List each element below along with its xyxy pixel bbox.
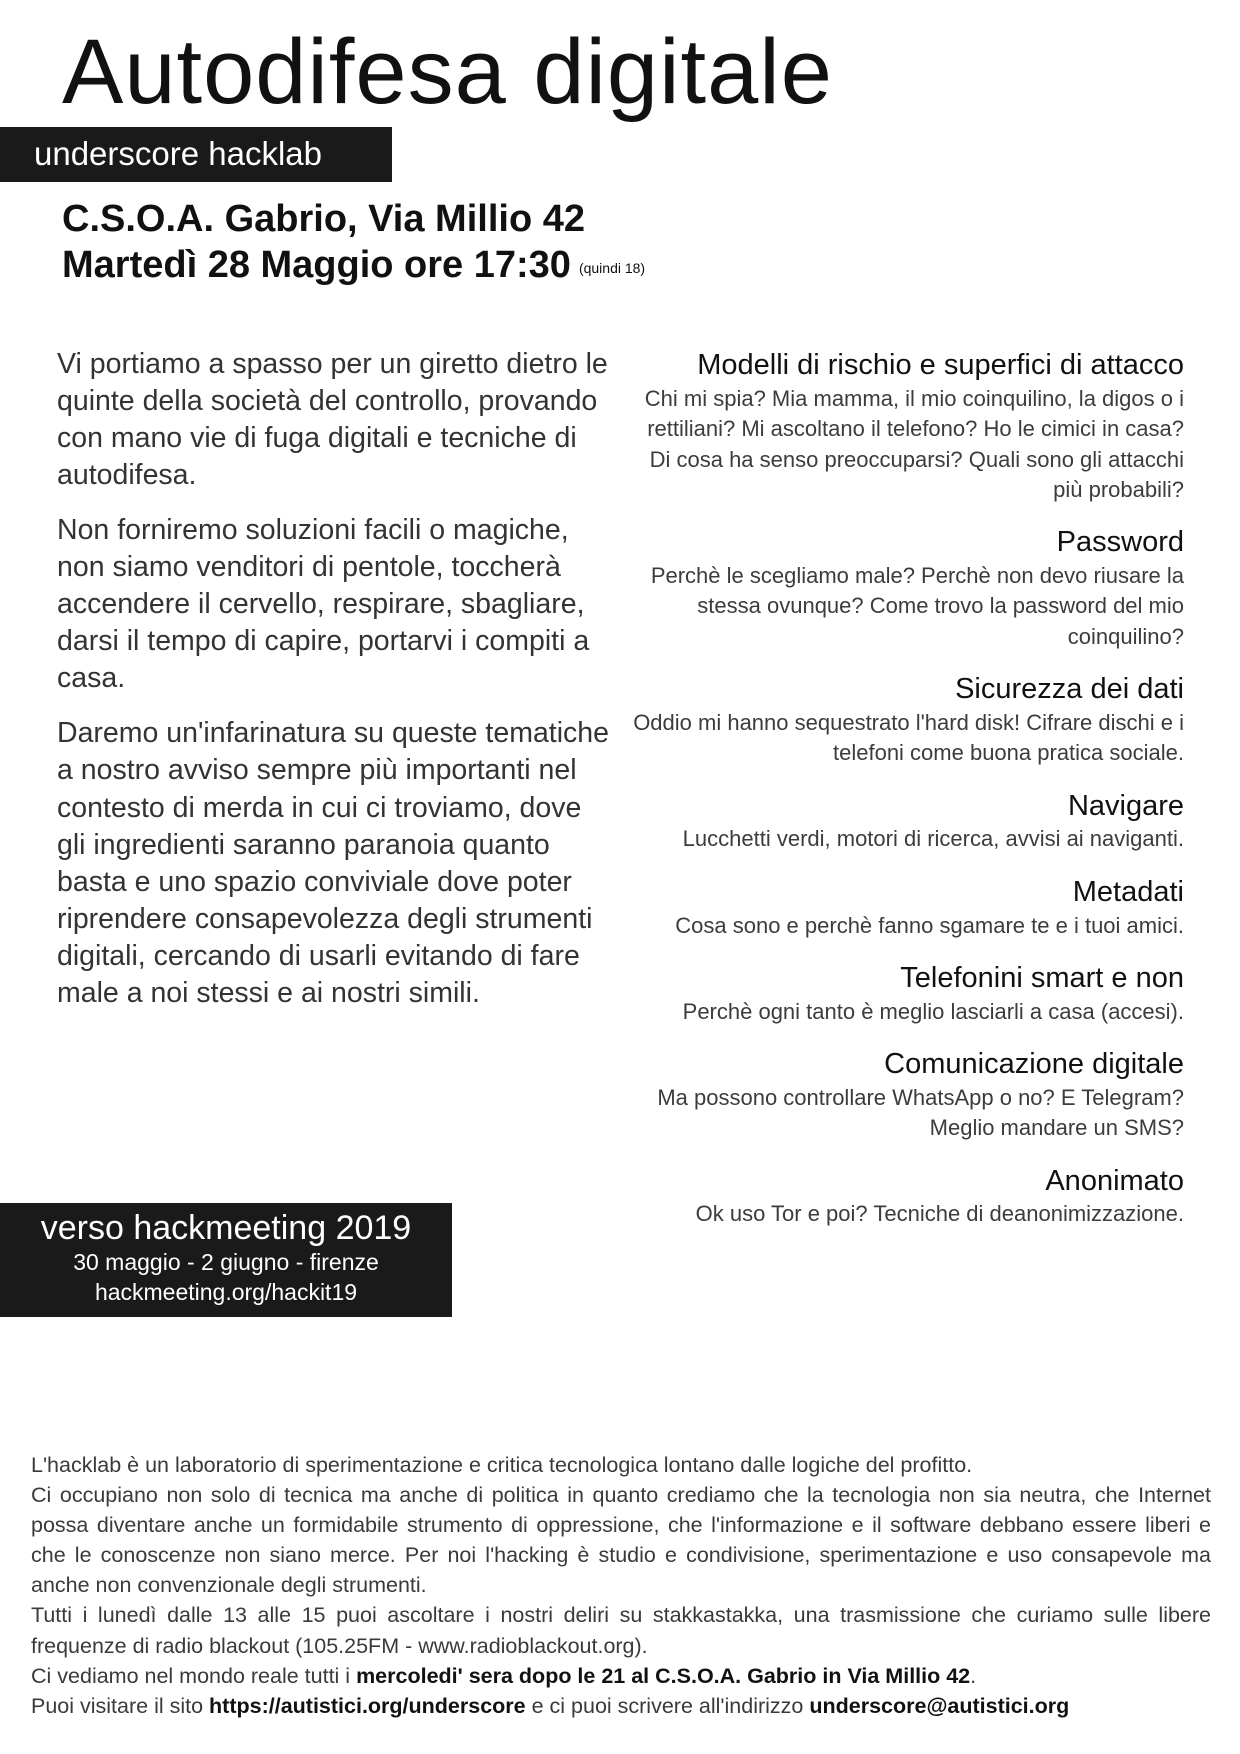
about-section	[31, 1450, 1211, 1721]
topic-communication	[624, 1047, 1184, 1144]
about-paragraph-1: L'hacklab è un laboratorio di sperimentazione e critica tecnologica lontano dalle logiche del profitto.	[31, 1453, 973, 1477]
meeting-intro: Ci vediamo nel mondo reale tutti i	[31, 1663, 357, 1688]
topic-phones	[624, 961, 1184, 1027]
hackmeeting-link: hackmeeting.org/hackit19	[94, 1278, 358, 1305]
meeting-time: mercoledi' sera dopo le 21 al C.S.O.A. Gabrio in Via Millio 42	[356, 1663, 971, 1688]
topic-description: Cosa sono e perchè fanno sgamare te e i tuoi amici.	[675, 912, 1184, 938]
topic-title: Comunicazione digitale	[884, 1048, 1184, 1081]
topic-title: Metadati	[1072, 875, 1184, 908]
topic-title: Modelli di rischio e superfici di attacco	[697, 349, 1184, 381]
topic-description: Ma possono controllare WhatsApp o no? E Telegram? Meglio mandare un SMS?	[657, 1084, 1184, 1141]
topic-description: Chi mi spia? Mia mamma, il mio coinquilino, la digos o i rettiliani? Mi ascoltano il telefono? Ho le cimici in casa? Di cosa ha senso preoccuparsi? Quali sono gli attacchi più probabili?	[644, 385, 1184, 502]
about-paragraph-4	[31, 1661, 1211, 1691]
topic-metadata	[624, 875, 1184, 941]
topic-title: Password	[1056, 526, 1184, 559]
topic-description: Perchè ogni tanto è meglio lasciarli a casa (accesi).	[682, 998, 1184, 1024]
about-paragraph-5	[31, 1691, 1211, 1721]
organizer-label: underscore hacklab	[34, 135, 323, 172]
event-datetime	[62, 242, 645, 288]
about-paragraph-3: Tutti i lunedì dalle 13 alle 15 puoi ascoltare i nostri deliri su stakkastakka, una trasmissione che curiamo sulle libere frequenze di radio blackout (105.25FM - www.radioblackout.org).	[31, 1603, 1211, 1658]
email-link: underscore@autistici.org	[809, 1693, 1070, 1718]
hackmeeting-banner	[0, 1203, 452, 1317]
topic-title: Telefonini smart e non	[900, 961, 1184, 994]
topic-risk-models	[624, 348, 1184, 505]
organizer-banner	[0, 127, 392, 182]
topic-password	[624, 525, 1184, 652]
about-paragraph-2: Ci occupiano non solo di tecnica ma anche di politica in quanto crediamo che la tecnologia non sia neutra, che Internet possa diventare anche un formidabile strumento di oppressione, che l'informazione e il software debbano essere liberi e che le conoscenze non siano merce. Per noi l'hacking è studio e condivisione, sperimentazione e uso consapevole ma anche non convenzionale degli strumenti.	[31, 1483, 1211, 1598]
intro-paragraph-3: Daremo un'infarinatura su queste tematiche a nostro avviso sempre più importanti nel contesto di merda in cui ci troviamo, dove gli ingredienti saranno paranoia quanto basta e uno spazio conviviale dove poter riprendere consapevolezza degli strumenti digitali, cercando di usarli evitando di fare male a noi stessi e ai nostri simili.	[57, 717, 609, 1009]
hackmeeting-dates: 30 maggio - 2 giugno - firenze	[73, 1249, 379, 1275]
topic-title: Navigare	[1067, 789, 1184, 822]
event-details	[62, 196, 645, 289]
topic-data-security	[624, 672, 1184, 769]
event-date: Martedì 28 Maggio ore 17:30	[62, 244, 571, 287]
topic-browsing	[624, 789, 1184, 855]
hackmeeting-title: verso hackmeeting 2019	[40, 1209, 412, 1247]
site-intro: Puoi visitare il sito	[31, 1693, 210, 1718]
meeting-end: .	[970, 1663, 977, 1688]
topic-title: Sicurezza dei dati	[955, 673, 1184, 706]
topics-list	[624, 348, 1184, 1250]
topic-description: Oddio mi hanno sequestrato l'hard disk! Cifrare dischi e i telefoni come buona pratica sociale.	[633, 709, 1184, 766]
intro-paragraph-2: Non forniremo soluzioni facili o magiche, non siamo venditori di pentole, toccherà accendere il cervello, respirare, sbagliare, darsi il tempo di capire, portarvi i compiti a casa.	[57, 514, 590, 695]
topic-title: Anonimato	[1045, 1164, 1184, 1197]
venue-address: C.S.O.A. Gabrio, Via Millio 42	[62, 198, 585, 240]
intro-text	[57, 346, 617, 1030]
topic-anonymity	[624, 1164, 1184, 1230]
site-link: https://autistici.org/underscore	[209, 1693, 526, 1718]
topic-description: Ok uso Tor e poi? Tecniche di deanonimizzazione.	[695, 1201, 1184, 1227]
topic-description: Lucchetti verdi, motori di ricerca, avvisi ai naviganti.	[682, 826, 1184, 852]
page-title: Autodifesa digitale	[62, 21, 833, 123]
topic-description: Perchè le scegliamo male? Perchè non devo riusare la stessa ovunque? Come trovo la password del mio coinquilino?	[650, 563, 1184, 649]
email-intro: e ci puoi scrivere all'indirizzo	[525, 1693, 810, 1718]
intro-paragraph-1: Vi portiamo a spasso per un giretto dietro le quinte della società del controllo, provando con mano vie di fuga digitali e tecniche di autodifesa.	[57, 348, 608, 492]
event-time-note: (quindi 18)	[578, 260, 646, 277]
